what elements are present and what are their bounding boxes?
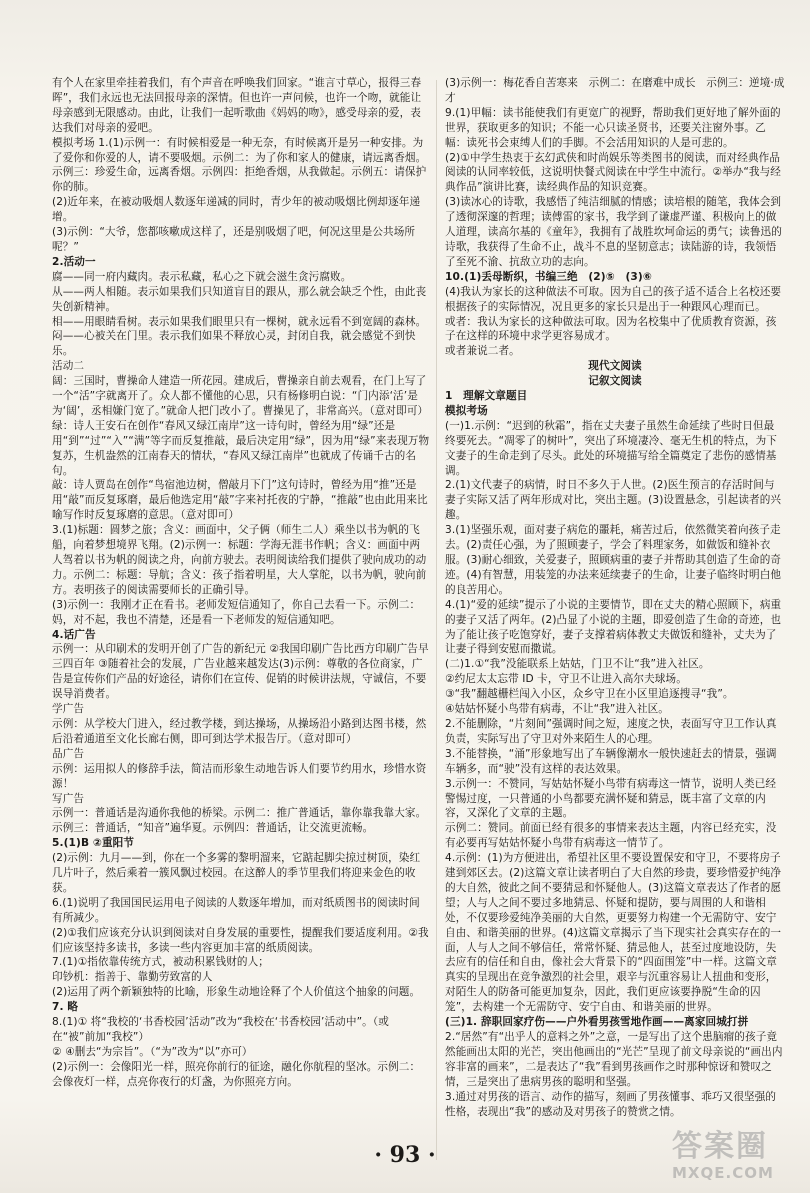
- answer-paragraph: (2)示例一：会像阳光一样，照亮你前行的征途，融化你航程的坚冰。示例二：会像夜灯一样，点亮你夜行的灯盏，为你照亮方向。: [52, 1060, 421, 1088]
- watermark-url: MXQE.COM: [672, 1164, 774, 1182]
- answer-paragraph: 3.示例一：不赞同，写姑姑怀疑小鸟带有病毒这一情节，说明人类已经警惕过度，一只普通的小鸟都要充满怀疑和猜忌，既丰富了文章的内容，又深化了文章的主题。: [445, 777, 777, 820]
- answer-paragraph: 4.示例：(1)为方便进出，希望社区里不要设置保安和守卫，不要将房子建到郊区去。(2)这篇文章让读者明白了大自然的珍贵，要珍惜爱护纯净的大自然，彼此之间不要猜忌和怀疑他人。(3)这篇文章表达了作者的愿望；人与人之间不要过多地猜忌、怀疑和提防，要与周围的人和谐相处，不仅要珍爱纯净美丽的大自然，更要努力构建一个无需防守、安宁自由、和谐美丽的世界。(4)这篇文章揭示了当下现实社会真实存在的一面，人与人之间不够信任，常常怀疑、猜忌他人，甚至过度地设防，失去应有的信任和自由，像社会大背景下的“四面围笼”中一样。这篇文章真实的呈现出在竞争激烈的社会里，艰辛与沉重容易让人扭曲和变形，对陌生人的防备可能更加复杂，因此，我们更应该要挣脱“生命的囚笼”，去构建一个无需防守、安宁自由、和谐美丽的世界。: [445, 852, 782, 1014]
- answer-paragraph: 模拟考场: [445, 404, 488, 417]
- answer-paragraph: 示例：运用拟人的修辞手法，简洁而形象生动地告诉人们要节约用水，珍惜水资源！: [52, 762, 427, 790]
- answer-paragraph: (三)1. 辞职回家疗伤——户外看男孩雪地作画——离家回城打拼: [445, 1016, 749, 1029]
- answer-paragraph: 印钞机：指善于、靠勤劳致富的人: [52, 971, 213, 984]
- answer-paragraph: 腐——同一府内藏肉。表示私藏，私心之下就会滋生贪污腐败。: [52, 270, 352, 283]
- answer-paragraph: 3.不能替换，“涌”形象地写出了车辆像潮水一般快速赶去的情景，强调车辆多，而“驶”没有这样的表达效果。: [445, 747, 777, 775]
- answer-paragraph: 4.话广告: [52, 628, 96, 641]
- answer-paragraph: (3)示例：“大爷，您都咳嗽成这样了，还是别吸烟了吧，何况这里是公共场所呢？”: [52, 226, 416, 253]
- answer-paragraph: 记叙文阅读: [588, 375, 642, 388]
- answer-paragraph: (3)读冰心的诗歌，我感悟了纯洁细腻的情感；读培根的随笔，我体会到了透彻深邃的哲理；读傅雷的家书，我学到了谦虚严谨、积极向上的做人道理，读高尔基的《童年》，我拥有了战胜坎坷命运的勇气；读鲁迅的诗歌，我获得了生命不止，战斗不息的坚韧意志；读陆游的诗，我领悟了至死不渝、抗敌立功的志向。: [445, 196, 782, 268]
- answer-paragraph: (2)示例：九月——到，你在一个多雾的黎明溜来，它踮起脚尖掠过树顶，染红几片叶子，然后乘着一簇风飘过校园。在这醉人的季节里我们将迎来金色的收获。: [52, 852, 421, 894]
- answer-paragraph: 写广告: [52, 792, 85, 805]
- answer-paragraph: 或者：我认为家长的这种做法可取。因为名校集中了优质教育资源，孩子在这样的环境中求学更容易成才。: [445, 315, 777, 343]
- answer-paragraph: 品广告: [52, 747, 85, 760]
- answer-paragraph: 2.不能删除，“片刻间”强调时间之短，速度之快，表面写守卫工作认真负责，实际写出了守卫对外来陌生人的心理。: [445, 717, 777, 745]
- answer-paragraph: 闷——心被关在门里。表示我们如果不释放心灵，封闭自我，就会感觉不到快乐。: [52, 330, 416, 358]
- answer-paragraph: 3.(1)标题：圆梦之旅；含义：画面中，父子俩（师生二人）乘坐以书为帆的飞船，向着梦想境界飞翔。(2)示例一：标题：学海无涯书作帆；含义：画面中两人驾着以书为帆的阅读之舟，向前方驶去。表明阅读给我们提供了驶向成功的动力。示例二：标题：导航；含义：孩子指着明星，大人掌舵，以书为帆，驶向前方。表明孩子的阅读需要师长的正确引导。: [52, 524, 427, 596]
- answer-paragraph: 4.(1)“爱的延续”提示了小说的主要情节，即在丈夫的精心照顾下，病重的妻子又活了两年。(2)凸显了小说的主题，即爱创造了生命的奇迹，也为了能让孩子吃饱穿好，妻子支撑着病体教丈夫做饭和缝补，丈夫为了让妻子得到安慰而撒谎。: [445, 598, 782, 656]
- answer-paragraph: 2.(1)文代妻子的病情，时日不多久于人世。(2)医生预言的存活时间与妻子实际又活了两年形成对比，突出主题。(3)设置悬念，引起读者的兴趣。: [445, 479, 782, 522]
- answer-paragraph: 3.(1)坚强乐观，面对妻子病危的噩耗，痛苦过后，依然微笑着向孩子走去。(2)责任心强，为了照顾妻子，学会了料理家务，如做饭和缝补衣服。(3)耐心细致，关爱妻子，照顾病重的妻子并帮助其创造了生命的奇迹。(4)有智慧，用装笼的办法来延续妻子的生命，让妻子临终时明白他的良苦用心。: [445, 524, 782, 596]
- answer-paragraph: 有个人在家里牵挂着我们，有个声音在呼唤我们回家。“谁言寸草心，报得三春晖”，我们永远也无法回报母亲的深情。但也许一声问候，也许一个吻，就能让母亲感到无限感动。由此，让我们一起听歌曲《妈妈的吻》，感受母亲的爱，表达我们对母亲的爱吧。: [52, 77, 422, 134]
- answer-paragraph: (2)①我们应该充分认识到阅读对自身发展的重要性，提醒我们要适度利用。②我们应该坚持多读书，多读一些内容更加丰富的纸质阅读。: [52, 926, 429, 954]
- answer-paragraph: (二)1.①“我”没能联系上姑姑，门卫不让“我”进入社区。: [445, 658, 710, 671]
- answer-paragraph: 10.(1)丢母断织，书编三绝 (2)⑤ (3)⑥: [445, 270, 652, 283]
- answer-paragraph: (2)①中学生热衷于玄幻武侠和时尚娱乐等类图书的阅读，而对经典作品阅读的认同率较低，这说明快餐式阅读在中学生中流行。②举办“我与经典作品”演讲比赛，读经典作品的知识竞赛。: [445, 151, 781, 194]
- left-column: [52, 76, 430, 1090]
- answer-paragraph: 绿：诗人王安石在创作“春风又绿江南岸”这一诗句时，曾经为用“绿”还是用“到”“过”“入”“满”等字而反复推敲，最后决定用“绿”，因为用“绿”来表现万物复苏，生机盎然的江南春天的情状，“春风又绿江南岸”也就成了传诵千古的名句。: [52, 419, 430, 477]
- answer-paragraph: 活动二: [52, 360, 85, 373]
- answer-paragraph: ②约尼太太忘带 ID 卡，守卫不让进入高尔夫球场。: [445, 673, 687, 686]
- watermark-logo: [672, 1130, 802, 1188]
- answer-paragraph: (3)示例一：我刚才正在看书。老师发短信通知了，你自己去看一下。示例二：妈，对不起，我也不清楚，还是看一下老师发的短信通知吧。: [52, 598, 421, 626]
- answer-paragraph: 学广告: [52, 703, 85, 716]
- answer-paragraph: (一)1.示例：“迟到的秋霜”，指在丈夫妻子虽然生命延续了些时日但最终要死去。“凋零了的树叶”，突出了环境凄冷、毫无生机的特点，为下文妻子的生命走到了尽头。此处的环境描写给全篇奠定了悲伤的感情基调。: [445, 419, 777, 477]
- answer-paragraph: ④姑姑怀疑小鸟带有病毒，不让“我”进入社区。: [445, 703, 669, 716]
- answer-paragraph: (2)近年来，在被动吸烟人数逐年递减的同时，青少年的被动吸烟比例却逐年递增。: [52, 196, 421, 224]
- answer-paragraph: 相——用眼睛看树。表示如果我们眼里只有一棵树，就永远看不到宽阔的森林。: [52, 315, 427, 328]
- answer-paragraph: 现代文阅读: [588, 360, 642, 373]
- answer-paragraph: ② ④删去“为宗旨”。（“为”改为“以”亦可）: [52, 1045, 253, 1058]
- answer-paragraph: 阔：三国时，曹操命人建造一所花园。建成后，曹操亲自前去观看，在门上写了一个“活”字就离开了。众人都不懂他的心思，只有杨修明白说：“门内添‘活’是为‘阔’，丞相嫌门宽了。”就命人把门改小了。曹操见了，非常高兴。（意对即可）: [52, 375, 429, 417]
- answer-paragraph: 9.(1)甲幅：读书能使我们有更宽广的视野，帮助我们更好地了解外面的世界，获取更多的知识；不能一心只读圣贤书，还要关注窗外事。乙幅：读死书会束缚人们的手脚。不会活用知识的人是可悲的。: [445, 106, 781, 149]
- answer-paragraph: 敲：诗人贾岛在创作“鸟宿池边树，僧敲月下门”这句诗时，曾经为用“推”还是用“敲”而反复琢磨，最后他选定用“敲”字来衬托夜的宁静，“推敲”也由此用来比喻写作时反复琢磨的意思。（意对即可）: [52, 479, 428, 522]
- answer-paragraph: 7.(1)①指依靠传统方式，被动积累钱财的人；: [52, 956, 270, 969]
- answer-paragraph: 或者兼说二者。: [445, 345, 520, 358]
- answer-paragraph: (3)示例一：梅花香自苦寒来 示例二：在磨难中成长 示例三：逆境·成才: [445, 77, 785, 104]
- answer-paragraph: 示例一：普通话是沟通你我他的桥梁。示例二：推广普通话，靠你靠我靠大家。示例三：普通话，“知音”遍华夏。示例四：普通话，让交流更流畅。: [52, 807, 427, 835]
- answer-paragraph: 8.(1)① 将“我校的‘书香校园’活动”改为“我校在‘书香校园’活动中”。（或在“被”前加“我校”）: [52, 1016, 389, 1043]
- answer-paragraph: (2)运用了两个新颖独特的比喻，形象生动地诠释了个人价值这个抽象的问题。: [52, 986, 421, 999]
- watermark-text: 答案圈: [672, 1129, 768, 1164]
- page-number: · 93 ·: [374, 1142, 436, 1168]
- answer-paragraph: 模拟考场 1.(1)示例一：有时候相爱是一种无奈，有时候离开是另一种安排。为了爱你和你爱的人，请不要吸烟。示例二：为了你和家人的健康，请远离香烟。示例三：珍爱生命，远离香烟。示例四：拒绝香烟，从我做起。示例五：请保护你的肺。: [52, 136, 427, 194]
- answer-paragraph: 从——两人相随。表示如果我们只知道盲目的跟从，那么就会缺乏个性，由此丧失创新精神。: [52, 285, 427, 313]
- answer-paragraph: 示例：从学校大门进入，经过教学楼，到达操场，从操场沿小路到达图书楼，然后沿着通道至文化长廊右侧，即可到达学术报告厅。（意对即可）: [52, 717, 427, 745]
- answer-paragraph: 6.(1)说明了我国国民运用电子阅读的人数逐年增加，而对纸质图书的阅读时间有所减少。: [52, 896, 420, 924]
- column-divider: [436, 80, 437, 1160]
- right-column: [445, 76, 785, 1119]
- answer-paragraph: 3.通过对男孩的语言、动作的描写，刻画了男孩懂事、乖巧又很坚强的性格，表现出“我”的感动及对男孩子的赞赏之情。: [445, 1090, 777, 1118]
- answer-paragraph: 示例一：从印刷术的发明开创了广告的新纪元 ②我国印刷广告比西方印刷广告早三四百年 ③随着社会的发展，广告业越来越发达(3)示例：尊敬的各位商家，广告是宣传你们产品的好途径，请你们在宣传、促销的时候讲法规，守诚信，不要误导消费者。: [52, 643, 429, 701]
- answer-paragraph: 2.“居然”有“出乎人的意料之外”之意，一是写出了这个患脑瘤的孩子竟然能画出太阳的光芒，突出他画出的“光芒”呈现了前文母亲说的“画出内容非富的画来”，二是表达了“我”看到男孩画作之时那种惊讶和赞叹之情，三是突出了患病男孩的聪明和坚强。: [445, 1031, 783, 1088]
- answer-paragraph: 7. 略: [52, 1001, 79, 1014]
- answer-paragraph: (4)我认为家长的这种做法不可取。因为自己的孩子适不适合上名校还要根据孩子的实际情况，况且更多的家长只是出于一种跟风心理而已。: [445, 285, 782, 313]
- answer-paragraph: ③“我”翻越栅栏闯入小区，众乡守卫在小区里追逐搜寻“我”。: [445, 688, 734, 701]
- answer-paragraph: 5.(1)B ②重阳节: [52, 837, 135, 850]
- answer-paragraph: 1 理解文章题目: [445, 390, 528, 403]
- answer-paragraph: 2.活动一: [52, 255, 96, 268]
- answer-paragraph: 示例二：赞同。前面已经有很多的事情来表达主题，内容已经充实，没有必要再写姑姑怀疑小鸟带有病毒这一情节了。: [445, 822, 777, 850]
